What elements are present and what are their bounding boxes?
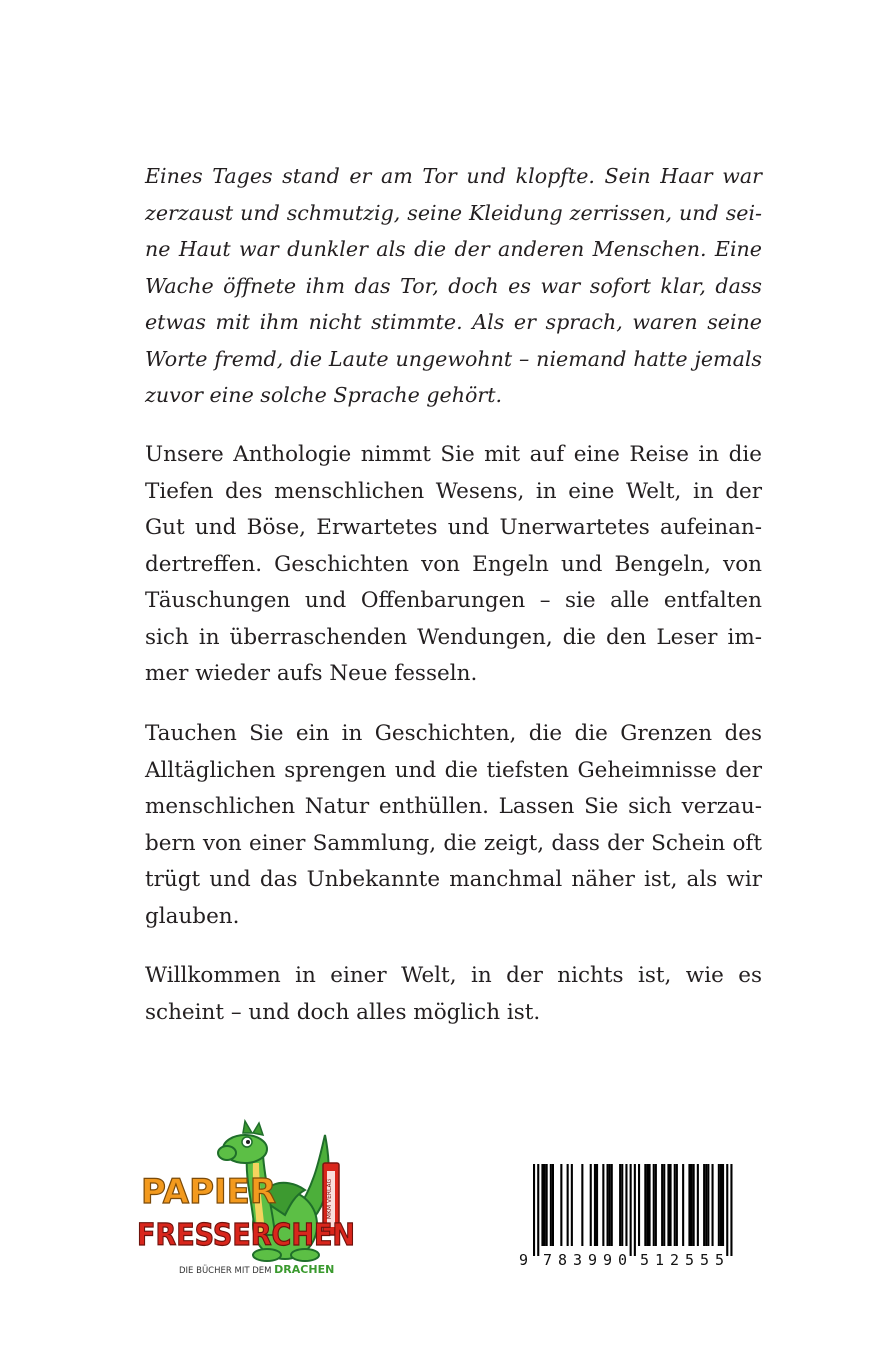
barcode-bar bbox=[663, 1164, 665, 1246]
barcode-bar bbox=[619, 1164, 621, 1246]
italic-excerpt-paragraph bbox=[145, 158, 762, 414]
barcode-bar bbox=[590, 1164, 592, 1246]
barcode-bar bbox=[571, 1164, 573, 1246]
text-line: Wache öffnete ihm das Tor, doch es war sofort klar, dass bbox=[145, 273, 762, 298]
barcode-bar bbox=[607, 1164, 609, 1246]
barcode-bar bbox=[644, 1164, 646, 1246]
logo-line-papier: PAPIER bbox=[141, 1172, 277, 1212]
barcode-bar bbox=[718, 1164, 720, 1246]
barcode-bar bbox=[596, 1164, 598, 1246]
barcode-bar bbox=[703, 1164, 705, 1246]
barcode-bar bbox=[611, 1164, 613, 1246]
logo-tagline-prefix: DIE BÜCHER MIT DEM bbox=[179, 1266, 272, 1276]
text-line: Tauchen Sie ein in Geschichten, die die Grenzen des bbox=[145, 721, 762, 746]
text-line: glauben. bbox=[145, 903, 240, 929]
text-line: Willkommen in einer Welt, in der nichts ist, wie es bbox=[145, 963, 762, 988]
text-line: Eines Tages stand er am Tor und klopfte. Sein Haar war bbox=[145, 164, 762, 188]
barcode-bar bbox=[552, 1164, 554, 1246]
barcode-bar bbox=[634, 1164, 636, 1256]
barcode-bar bbox=[567, 1164, 569, 1246]
text-line: menschlichen Natur enthüllen. Lassen Sie sich verzau- bbox=[145, 794, 762, 819]
barcode-bar bbox=[550, 1164, 552, 1246]
barcode-bar bbox=[646, 1164, 648, 1246]
barcode-bar bbox=[670, 1164, 672, 1246]
barcode-bar bbox=[560, 1164, 562, 1246]
text-line: scheint – und doch alles möglich ist. bbox=[145, 999, 541, 1025]
logo-tagline-highlight: DRACHEN bbox=[274, 1263, 335, 1276]
barcode-bar bbox=[638, 1164, 640, 1246]
barcode-bar bbox=[667, 1164, 669, 1246]
barcode-bar bbox=[712, 1164, 714, 1246]
text-line: trügt und das Unbekannte manchmal näher ist, als wir bbox=[145, 867, 762, 892]
barcode-digit-first: 9 bbox=[519, 1251, 529, 1269]
blurb-paragraph-1 bbox=[145, 437, 762, 693]
barcode-bar bbox=[693, 1164, 695, 1246]
barcode-bar bbox=[537, 1164, 539, 1256]
text-line: Unsere Anthologie nimmt Sie mit auf eine Reise in die bbox=[145, 442, 762, 467]
text-line: etwas mit ihm nicht stimmte. Als er sprach, waren seine bbox=[145, 310, 762, 334]
barcode-bar bbox=[581, 1164, 583, 1246]
barcode-bar bbox=[544, 1164, 546, 1246]
barcode-bar bbox=[625, 1164, 627, 1246]
barcode-bar bbox=[653, 1164, 655, 1246]
text-line: zuvor eine solche Sprache gehört. bbox=[145, 383, 503, 407]
text-line: zerzaust und schmutzig, seine Kleidung zerrissen, und sei- bbox=[145, 200, 762, 225]
barcode-bar bbox=[730, 1164, 732, 1256]
barcode-digits-left: 783990 bbox=[543, 1251, 627, 1269]
logo-side-label: MKM VERLAG bbox=[326, 1178, 333, 1220]
barcode-bar bbox=[676, 1164, 678, 1246]
barcode-bar bbox=[621, 1164, 623, 1246]
text-line: Tiefen des menschlichen Wesens, in eine Welt, in der bbox=[145, 478, 762, 504]
papierfresserchen-logo bbox=[135, 1115, 365, 1285]
logo-tagline bbox=[179, 1263, 334, 1276]
blurb-paragraph-2 bbox=[145, 716, 762, 935]
barcode-bar bbox=[609, 1164, 611, 1246]
text-line: Gut und Böse, Erwartetes und Unerwartetes aufeinan- bbox=[145, 515, 762, 540]
text-line: dertreffen. Geschichten von Engeln und Bengeln, von bbox=[145, 551, 762, 577]
text-line: mer wieder aufs Neue fesseln. bbox=[145, 661, 478, 686]
barcode-bar bbox=[705, 1164, 707, 1246]
barcode-bar bbox=[594, 1164, 596, 1246]
barcode-bar bbox=[546, 1164, 548, 1246]
barcode-bar bbox=[674, 1164, 676, 1246]
barcode-bar bbox=[722, 1164, 724, 1246]
text-line: Täuschungen und Offenbarungen – sie alle entfalten bbox=[145, 588, 762, 613]
text-line: ne Haut war dunkler als die der anderen Menschen. Eine bbox=[145, 237, 762, 261]
barcode-bar bbox=[726, 1164, 728, 1256]
barcode-bar bbox=[649, 1164, 651, 1246]
barcode-bar bbox=[688, 1164, 690, 1246]
barcode-bar bbox=[533, 1164, 535, 1256]
barcode-bar bbox=[655, 1164, 657, 1246]
barcode-bar bbox=[630, 1164, 632, 1256]
barcode-bar bbox=[720, 1164, 722, 1246]
text-line: bern von einer Sammlung, die zeigt, dass der Schein oft bbox=[145, 830, 762, 856]
text-line: Alltäglichen sprengen und die tiefsten Geheimnisse der bbox=[145, 757, 762, 783]
barcode-bar bbox=[541, 1164, 543, 1246]
text-line: sich in überraschenden Wendungen, die den Leser im- bbox=[145, 624, 762, 650]
barcode-bar bbox=[707, 1164, 709, 1246]
text-line: Worte fremd, die Laute ungewohnt – niemand hatte jemals bbox=[145, 346, 762, 371]
isbn-barcode bbox=[515, 1160, 740, 1270]
barcode-bar bbox=[602, 1164, 604, 1246]
barcode-bar bbox=[682, 1164, 684, 1246]
barcode-digits-right: 512555 bbox=[640, 1251, 724, 1269]
logo-line-fresserchen: FRESSERCHEN bbox=[137, 1218, 355, 1253]
barcode-bar bbox=[697, 1164, 699, 1246]
blurb-paragraph-3 bbox=[145, 958, 762, 1031]
barcode-bar bbox=[691, 1164, 693, 1246]
barcode-bar bbox=[661, 1164, 663, 1246]
